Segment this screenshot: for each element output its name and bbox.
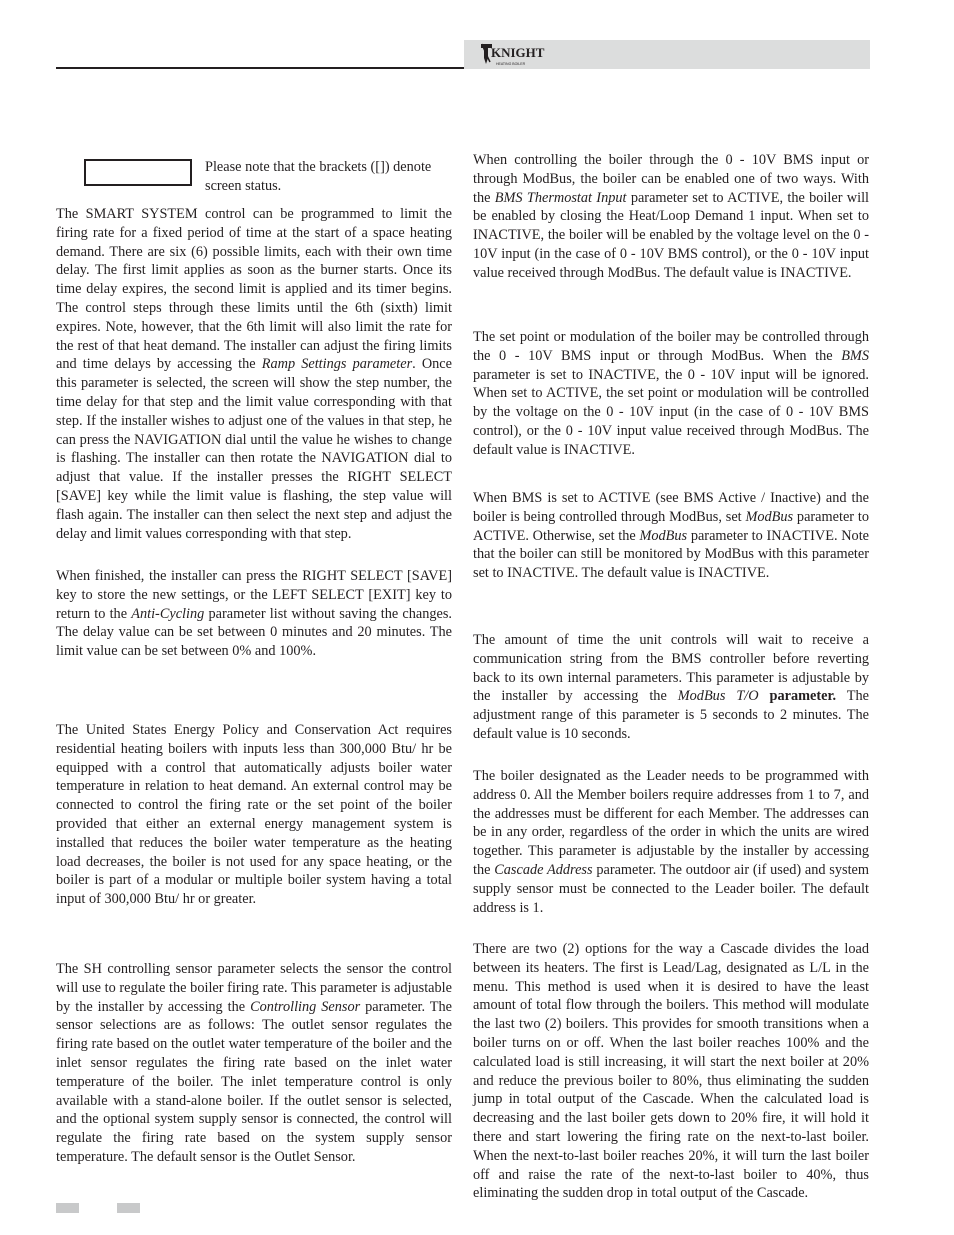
modbus-paragraph: When BMS is set to ACTIVE (see BMS Active / Inactive) and the boiler is being controlled through ModBus, set ModBus parameter to ACTIVE. Otherwise, set the ModBus parameter to INACTIVE. Note that the boiler can still be monitored by ModBus with this parameter set to INACTIVE. The default value is INACTIVE. xyxy=(473,490,870,582)
footer-mark-left xyxy=(56,1203,79,1213)
footer-mark-right xyxy=(117,1203,140,1213)
brand-sub-text: HEATING BOILER xyxy=(496,62,526,66)
ramp-finish-paragraph: When finished, the installer can press the RIGHT SELECT [SAVE] key to store the new settings, or the LEFT SELECT [EXIT] key to return to the Anti-Cycling parameter list without saving the changes. The delay value can be set between 0 minutes and 20 minutes. The limit value can be set between 0% and 100%. xyxy=(56,568,453,660)
note-text: Please note that the brackets ([]) denote screen status. xyxy=(205,159,432,194)
bms-thermostat-paragraph: When controlling the boiler through the 0 - 10V BMS input or through ModBus, the boiler can be enabled one of two ways. With the BMS Thermostat Input parameter set to ACTIVE, the boiler will be enabled by closing the Heat/Loop Demand 1 input. When set to INACTIVE, the boiler will be enabled by the voltage level on the 0 - 10V input (in the case of 0 - 10V BMS control), or the 0 - 10V input value received through ModBus. The default value is INACTIVE. xyxy=(473,152,870,281)
modbus-timeout-paragraph: The amount of time the unit controls will wait to receive a communication string from the BMS controller before reverting back to its own internal parameters. This parameter is adjustable by the installer by accessing the ModBus T/O parameter. The adjustment range of this parameter is 5 seconds to 2 minutes. The default value is 10 seconds. xyxy=(473,632,870,742)
cascade-address-paragraph: The boiler designated as the Leader needs to be programmed with address 0. All the Member boilers require addresses from 1 to 7, and the addresses must be different for each Member. The addresses can be in any order, regardless of the order in which the units are wired together. This parameter is adjustable by the installer by accessing the Cascade Address parameter. The outdoor air (if used) and system supply sensor must be connected to the Leader boiler. The default address is 1. xyxy=(473,768,870,916)
controlling-sensor-paragraph: The SH controlling sensor parameter selects the sensor the control will use to regulate the boiler firing rate. This parameter is adjustable by the installer by accessing the Controlling Sensor parameter. The sensor selections are as follows: The outlet sensor regulates the firing rate based on the outlet water temperature of the boiler and the inlet sensor regulates the firing rate based on the inlet water temperature of the boiler. The inlet temperature control is only available with a stand-alone boiler. If the outlet sensor is selected, and the optional system supply sensor is connected, the control will regulate the firing rate based on the system supply sensor temperature. The default sensor is the Outlet Sensor. xyxy=(56,961,453,1165)
bms-active-paragraph: The set point or modulation of the boiler may be controlled through the 0 - 10V BMS input or through ModBus. When the BMS parameter is set to INACTIVE, the 0 - 10V input will be ignored. When set to ACTIVE, the set point or modulation will be controlled by the voltage on the 0 - 10V input (in the case of 0 - 10V BMS control), or the 0 - 10V input value received through ModBus. The default value is INACTIVE. xyxy=(473,329,869,458)
energy-policy-paragraph: The United States Energy Policy and Conservation Act requires residential heating boilers with inputs less than 300,000 Btu/ hr be equipped with a control that automatically adjusts boiler water temperature in relation to heat demand. An external control may be connected to control the firing rate or the set point of the boiler provided that either an external energy management system is installed that reduces the boiler water temperature as the heating load decreases, the boiler is not used for any space heating, or the boiler is part of a modular or multiple boiler system having a total input of 300,000 Btu/ hr or greater. xyxy=(56,722,452,908)
note-box xyxy=(84,159,192,186)
brand-text: KNIGHT xyxy=(491,45,545,60)
ramp-settings-paragraph: The SMART SYSTEM control can be programmed to limit the firing rate for a fixed period of time at the start of a space heating demand. There are six (6) possible limits, each with their own time delay. The first limit applies as soon as the burner starts. Once its time delay expires, the second limit is applied and its timer begins. The control steps through these limits until the 6th (sixth) limit expires. Note, however, that the 6th limit will also limit the rate for the rest of that heat demand. The installer can adjust the firing limits and time delays by accessing the Ramp Settings parameter. Once this parameter is selected, the screen will show the step number, the time delay for that step and the limit value corresponding with that step. If the installer wishes to adjust one of the values in that step, he can press the NAVIGATION dial until the value he wishes to change is flashing. The installer can then rotate the NAVIGATION dial to adjust that value. If the installer presses the RIGHT SELECT [SAVE] key while the limit value is flashing, the step value will flash again. The installer can then select the next step and adjust the delay and limit values corresponding with that step. xyxy=(56,206,452,542)
knight-logo xyxy=(478,40,552,68)
cascade-mode-paragraph: There are two (2) options for the way a Cascade divides the load between its heaters. The first is Lead/Lag, designated as L/L in the menu. This method is used when it is desired to have the least amount of total flow through the boilers. This method will modulate the last two (2) boilers. This provides for smooth transitions when a boiler turns on or off. When the last boiler reaches 100% and the calculated load is still increasing, it will start the next boiler at 20% and reduce the previous boiler to 80%, thus eliminating the sudden jump in total output of the Cascade. When the calculated load is decreasing and the last boiler gets down to 20% fire, it will hold it there and start lowering the firing rate on the next-to-last boiler. When the next-to-last boiler reaches 20%, it will turn the last boiler off and raise the rate of the next-to-last boiler to 40%, thus eliminating the sudden drop in total output of the Cascade. xyxy=(473,941,869,1202)
